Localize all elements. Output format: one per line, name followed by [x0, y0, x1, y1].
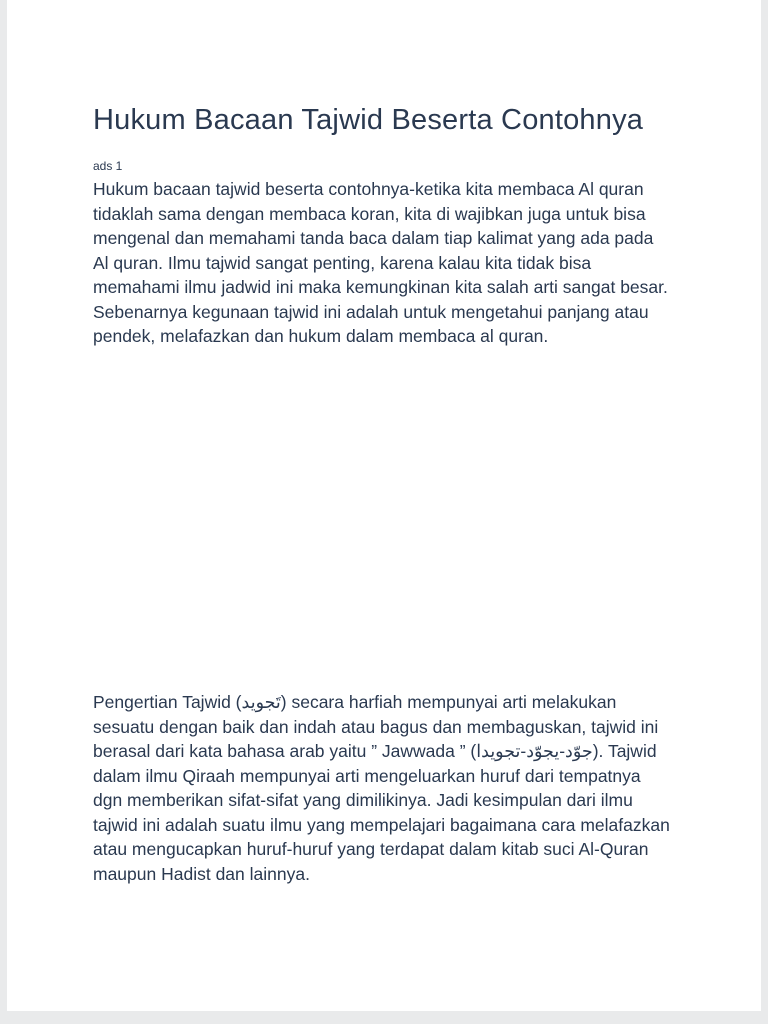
page-title: Hukum Bacaan Tajwid Beserta Contohnya: [93, 104, 644, 136]
ad-placeholder-space: [93, 366, 671, 690]
document-page: [7, 0, 761, 1011]
document-content: [7, 0, 761, 886]
ads-label: ads 1: [93, 159, 123, 173]
definition-paragraph: Pengertian Tajwid (تَجويد) secara harfiah mempunyai arti melakukan sesuatu dengan baik dan indah atau bagus dan membaguskan, tajwid ini berasal dari kata bahasa arab yaitu ” Jawwada ” (جوّد-يجوّد-تجويدا). Tajwid dalam ilmu Qiraah mempunyai arti mengeluarkan huruf dari tempatnya dgn memberikan sifat-sifat yang dimilikinya. Jadi kesimpulan dari ilmu tajwid ini adalah suatu ilmu yang mempelajari bagaimana cara melafazkan atau mengucapkan huruf-huruf yang terdapat dalam kitab suci Al-Quran maupun Hadist dan lainnya.: [93, 692, 670, 884]
intro-paragraph: Hukum bacaan tajwid beserta contohnya-ketika kita membaca Al quran tidaklah sama dengan membaca koran, kita di wajibkan juga untuk bisa mengenal dan memahami tanda baca dalam tiap kalimat yang ada pada Al quran. Ilmu tajwid sangat penting, karena kalau kita tidak bisa memahami ilmu jadwid ini maka kemungkinan kita salah arti sangat besar. Sebenarnya kegunaan tajwid ini adalah untuk mengetahui panjang atau pendek, melafazkan dan hukum dalam membaca al quran.: [93, 179, 668, 346]
